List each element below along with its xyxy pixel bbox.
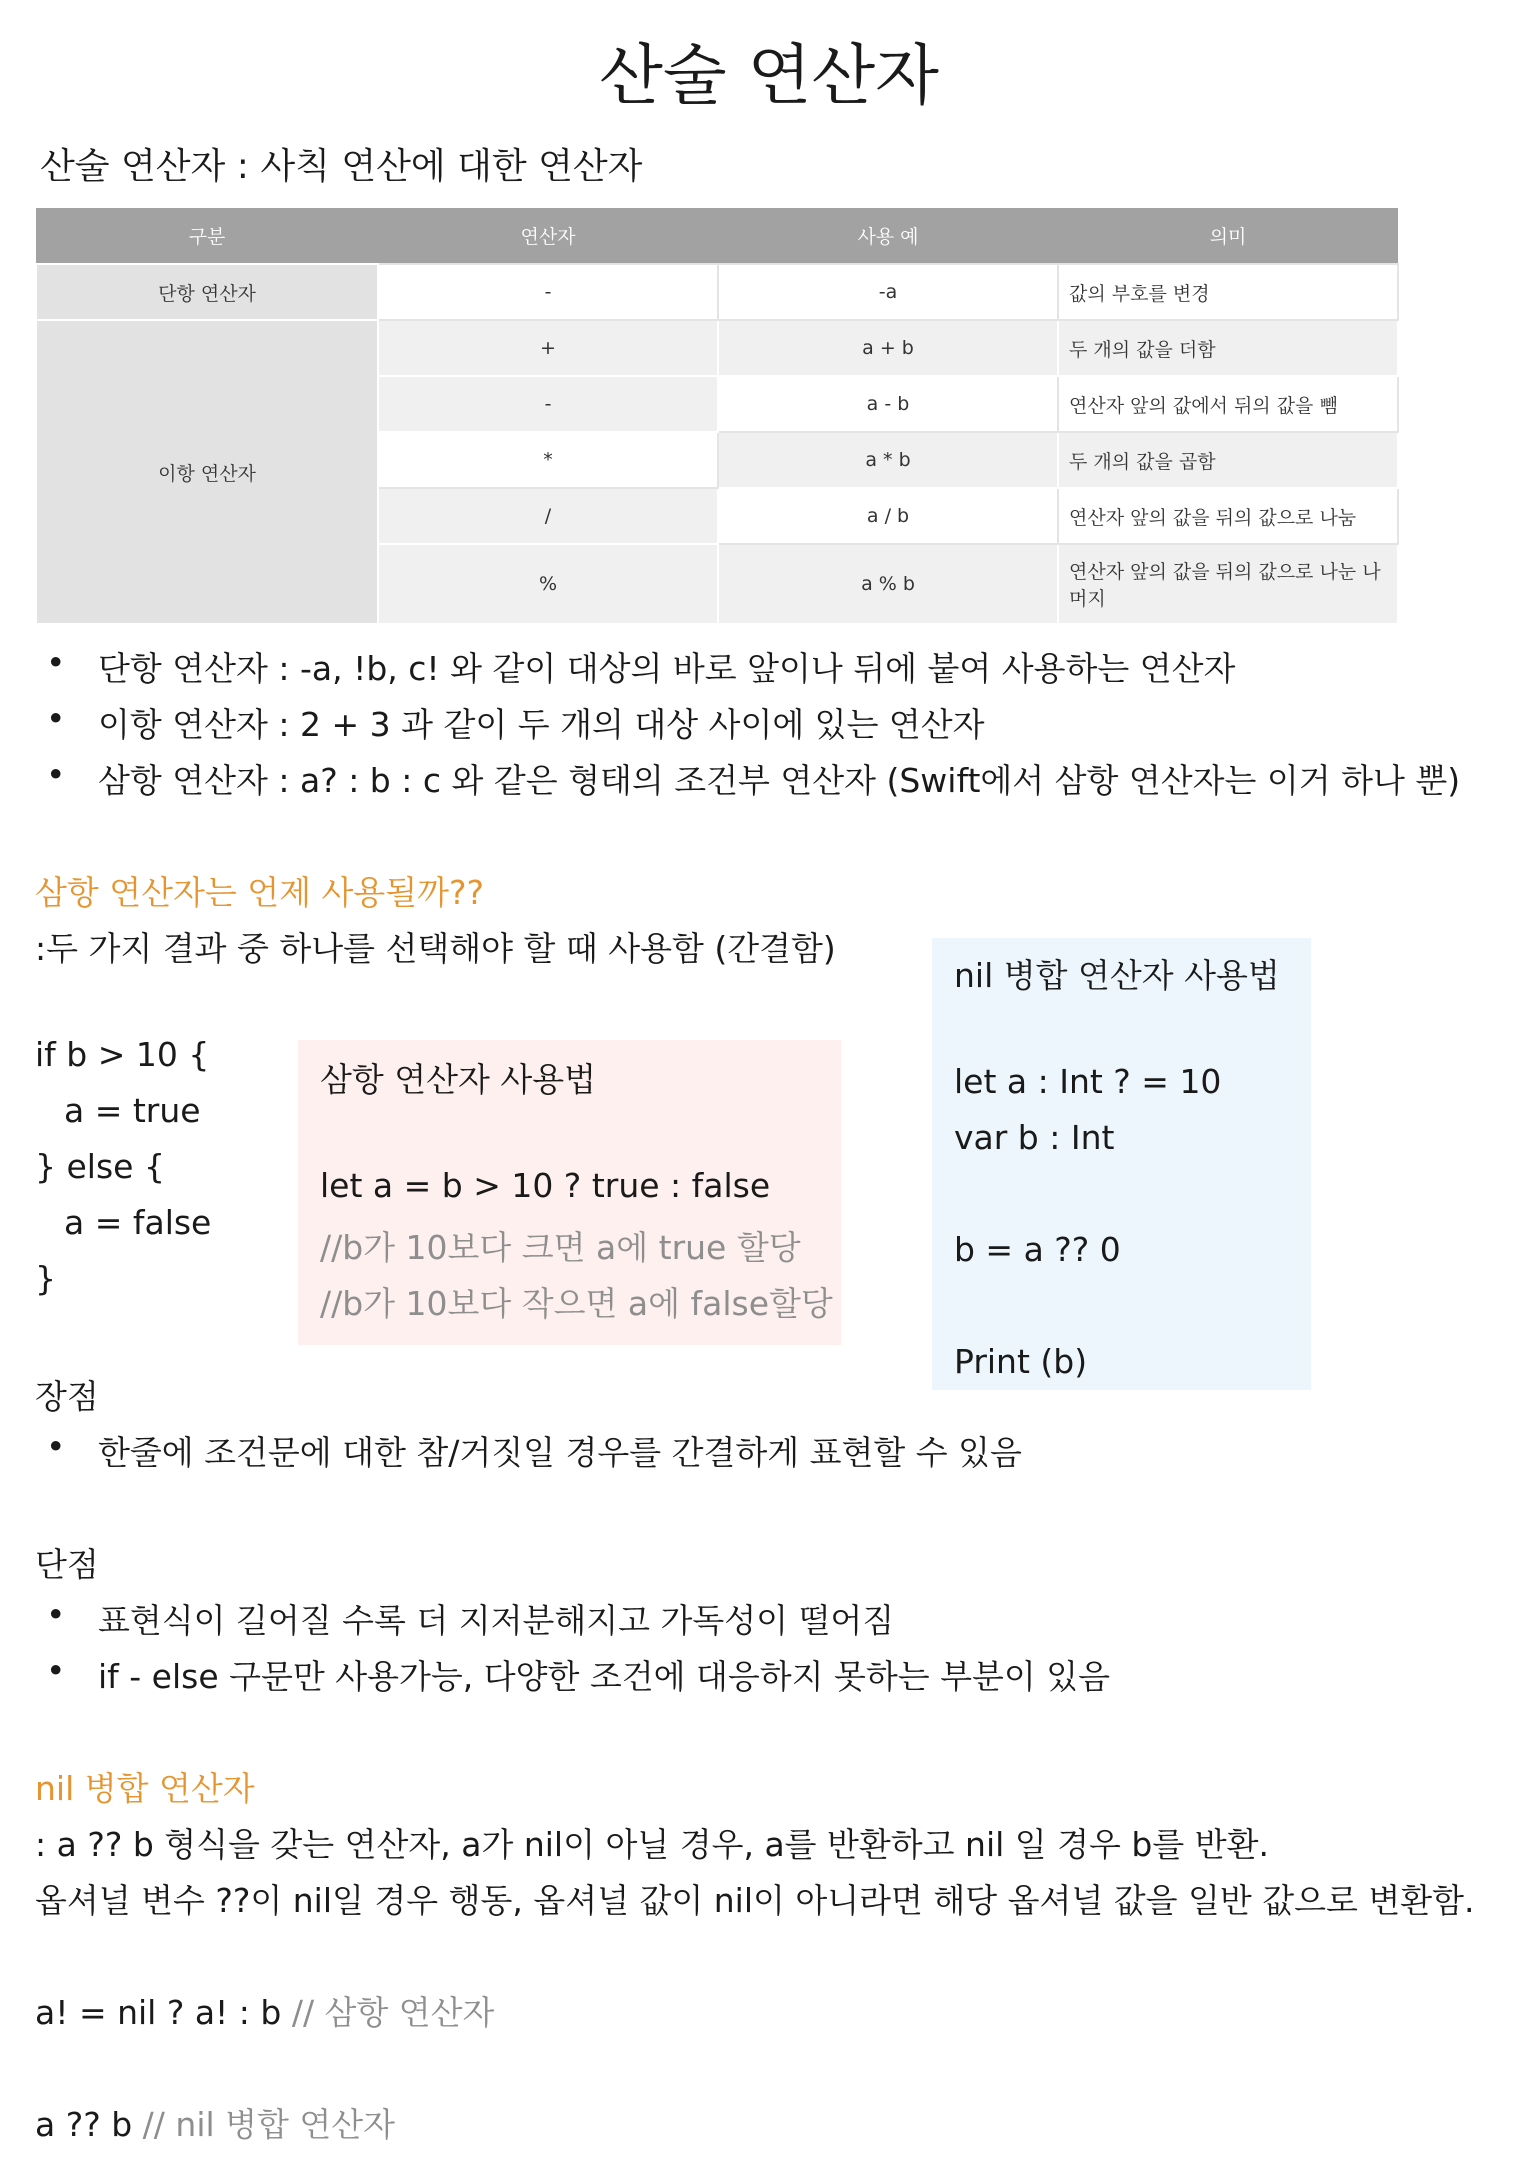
operator-cell: + xyxy=(378,320,718,376)
meaning-line: 머지 xyxy=(1069,588,1106,610)
list-item xyxy=(46,755,1461,802)
example-cell: a % b xyxy=(718,544,1058,624)
meaning-line: 연산자 앞의 값을 뒤의 값으로 나눈 나 xyxy=(1069,561,1381,583)
operator-cell: * xyxy=(378,432,718,488)
operator-cell: - xyxy=(378,376,718,432)
table-header-row xyxy=(36,208,1398,264)
code-line: } xyxy=(35,1259,56,1298)
code-line: let a : Int ? = 10 xyxy=(954,1062,1222,1101)
example-code: a! = nil ? a! : b xyxy=(35,1993,292,2032)
list-item-text: 삼항 연산자 : a? : b : c 와 같은 형태의 조건부 연산자 (Swift에서 삼항 연산자는 이거 하나 뿐) xyxy=(98,761,1461,800)
example-cell: -a xyxy=(718,264,1058,320)
example-comment: // nil 병합 연산자 xyxy=(142,2105,396,2144)
bullet-icon: • xyxy=(46,1595,66,1634)
table-header-cell: 사용 예 xyxy=(718,208,1058,264)
operator-cell: % xyxy=(378,544,718,624)
list-item-text: 한줄에 조건문에 대한 참/거짓일 경우를 간결하게 표현할 수 있음 xyxy=(98,1433,1022,1472)
meaning-cell: 두 개의 값을 곱함 xyxy=(1058,432,1398,488)
table-header-cell: 구분 xyxy=(36,208,378,264)
example-cell: a - b xyxy=(718,376,1058,432)
category-cell-unary: 단항 연산자 xyxy=(36,264,378,320)
example-comment: // 삼항 연산자 xyxy=(291,1993,495,2032)
table-header-cell: 의미 xyxy=(1058,208,1398,264)
code-line: b = a ?? 0 xyxy=(954,1230,1121,1269)
list-item-text: 단항 연산자 : -a, !b, c! 와 같이 대상의 바로 앞이나 뒤에 붙여 사용하는 연산자 xyxy=(98,649,1236,688)
page-title: 산술 연산자 xyxy=(599,37,939,114)
page-subtitle: 산술 연산자 : 사칙 연산에 대한 연산자 xyxy=(40,146,643,187)
list-item xyxy=(46,643,1236,690)
operator-table xyxy=(35,208,1399,625)
code-line: a = true xyxy=(64,1091,201,1130)
table-header-cell: 연산자 xyxy=(378,208,718,264)
list-item-text: 표현식이 길어질 수록 더 지저분해지고 가독성이 떨어짐 xyxy=(98,1601,895,1640)
meaning-cell: 값의 부호를 변경 xyxy=(1058,264,1398,320)
table-row xyxy=(36,320,1398,376)
nil-coalescing-usage-box xyxy=(932,938,1311,1390)
ternary-usage-box xyxy=(298,1040,841,1345)
code-line: let a = b > 10 ? true : false xyxy=(320,1166,771,1205)
meaning-cell: 연산자 앞의 값을 뒤의 값으로 나눔 xyxy=(1058,488,1398,544)
code-line: if b > 10 { xyxy=(35,1035,210,1074)
ternary-description: :두 가지 결과 중 하나를 선택해야 할 때 사용함 (간결함) xyxy=(35,929,836,968)
example-line xyxy=(35,2099,395,2146)
example-line xyxy=(35,1987,494,2034)
list-item xyxy=(46,1427,1022,1474)
code-line: Print (b) xyxy=(954,1342,1088,1381)
ternary-heading: 삼항 연산자는 언제 사용될까?? xyxy=(35,873,485,912)
example-cell: a + b xyxy=(718,320,1058,376)
table-row xyxy=(36,264,1398,320)
cons-heading: 단점 xyxy=(35,1545,99,1584)
pros-heading: 장점 xyxy=(35,1377,99,1416)
list-item xyxy=(46,1651,1110,1698)
operator-cell: / xyxy=(378,488,718,544)
example-cell: a * b xyxy=(718,432,1058,488)
bullet-icon: • xyxy=(46,1427,66,1466)
example-code: a ?? b xyxy=(35,2105,143,2144)
box-title: nil 병합 연산자 사용법 xyxy=(954,956,1280,995)
meaning-cell xyxy=(1058,544,1398,624)
list-item-text: 이항 연산자 : 2 + 3 과 같이 두 개의 대상 사이에 있는 연산자 xyxy=(98,705,985,744)
code-comment: //b가 10보다 작으면 a에 false할당 xyxy=(320,1284,833,1323)
code-line: var b : Int xyxy=(954,1118,1115,1157)
nil-description: 옵셔널 변수 ??이 nil일 경우 행동, 옵셔널 값이 nil이 아니라면 해당 옵셔널 값을 일반 값으로 변환함. xyxy=(35,1881,1475,1920)
bullet-icon: • xyxy=(46,643,66,682)
code-line: a = false xyxy=(64,1203,212,1242)
category-cell-binary: 이항 연산자 xyxy=(36,320,378,624)
list-item xyxy=(46,1595,895,1642)
example-cell: a / b xyxy=(718,488,1058,544)
bullet-icon: • xyxy=(46,755,66,794)
code-line: } else { xyxy=(35,1147,165,1186)
box-title: 삼항 연산자 사용법 xyxy=(320,1060,597,1099)
list-item-text: if - else 구문만 사용가능, 다양한 조건에 대응하지 못하는 부분이 있음 xyxy=(98,1657,1110,1696)
bullet-icon: • xyxy=(46,1651,66,1690)
operator-cell: - xyxy=(378,264,718,320)
bullet-icon: • xyxy=(46,699,66,738)
nil-description: : a ?? b 형식을 갖는 연산자, a가 nil이 아닐 경우, a를 반환하고 nil 일 경우 b를 반환. xyxy=(35,1825,1269,1864)
code-comment: //b가 10보다 크면 a에 true 할당 xyxy=(320,1228,801,1267)
meaning-cell: 연산자 앞의 값에서 뒤의 값을 뺌 xyxy=(1058,376,1398,432)
list-item xyxy=(46,699,985,746)
nil-heading: nil 병합 연산자 xyxy=(35,1769,255,1808)
meaning-cell: 두 개의 값을 더함 xyxy=(1058,320,1398,376)
